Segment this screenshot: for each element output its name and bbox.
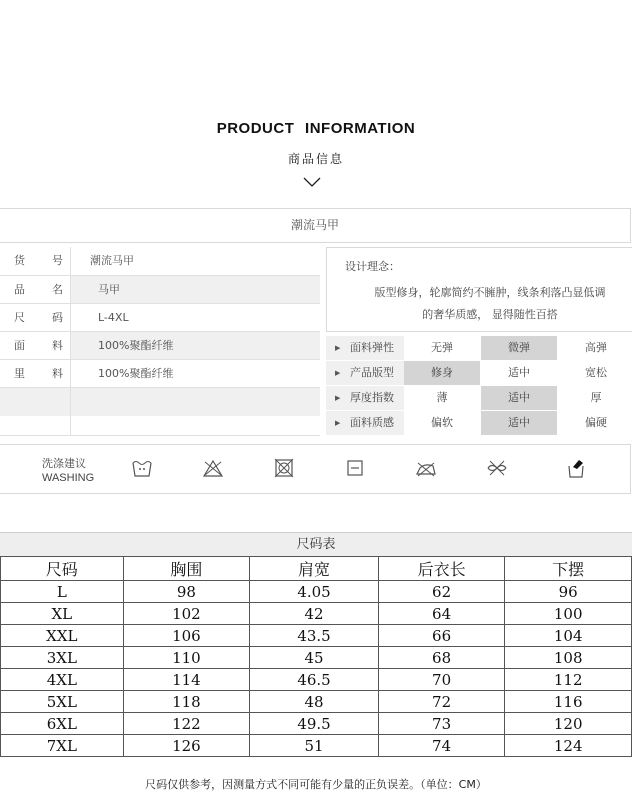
table-cell: 43.5 [250,625,379,647]
attribute-option: 偏硬 [585,416,607,429]
table-cell: 118 [123,691,250,713]
divider [0,387,320,388]
table-cell: 112 [505,669,632,691]
info-row [0,276,320,304]
table-cell: 7XL [1,735,124,757]
table-cell: 4.05 [250,581,379,603]
table-cell: 45 [250,647,379,669]
table-cell: 96 [505,581,632,603]
divider [0,435,320,436]
attribute-label-text: 产品版型 [350,366,394,379]
table-cell: 110 [123,647,250,669]
table-cell: 68 [378,647,505,669]
attribute-label [326,336,404,360]
concept-text: 的奢华质感， 显得随性百搭 [422,308,558,321]
table-cell: 49.5 [250,713,379,735]
info-row [0,304,320,332]
attribute-label-text: 面料弹性 [350,341,394,354]
column-header: 后衣长 [378,557,505,581]
table-cell: 6XL [1,713,124,735]
table-cell: XL [1,603,124,625]
attribute-option: 薄 [436,391,448,404]
table-row [1,713,632,735]
table-cell: 73 [378,713,505,735]
table-row [1,625,632,647]
info-value: 潮流马甲 [90,254,134,267]
wring-icon [565,457,587,479]
table-row [1,735,632,757]
attribute-label [326,361,404,385]
table-cell: 126 [123,735,250,757]
table-row [1,603,632,625]
info-row [0,247,320,275]
info-value: 马甲 [70,276,320,304]
table-cell: 104 [505,625,632,647]
info-key: 货 [14,254,25,267]
column-header: 肩宽 [250,557,379,581]
table-cell: 74 [378,735,505,757]
info-key: 料 [52,339,63,352]
title-cn: 商品信息 [287,152,344,166]
triangle-right-icon: ▶ [335,394,341,402]
table-header-row [1,557,632,581]
chevron-down-icon [303,176,321,188]
no-tumble-dry-icon [273,457,295,479]
table-cell: 116 [505,691,632,713]
table-row [1,581,632,603]
column-header: 下摆 [505,557,632,581]
table-cell: 66 [378,625,505,647]
info-row-empty [0,388,320,416]
table-cell: L [1,581,124,603]
attribute-option-selected: 微弹 [481,336,557,360]
attribute-label-text: 面料质感 [350,416,394,429]
iron-icon [415,457,437,479]
table-row [1,669,632,691]
table-row [1,691,632,713]
table-cell: 62 [378,581,505,603]
table-cell: 102 [123,603,250,625]
info-key: 面 [14,339,25,352]
table-cell: 120 [505,713,632,735]
title-en: PRODUCT INFORMATION [216,120,416,137]
table-cell: 3XL [1,647,124,669]
table-cell: 48 [250,691,379,713]
table-cell: 122 [123,713,250,735]
attribute-option: 适中 [508,366,530,379]
table-cell: 42 [250,603,379,625]
table-cell: 51 [250,735,379,757]
info-row [0,332,320,360]
no-dry-clean-icon [486,457,508,479]
washing-label-cn: 洗涤建议 [42,457,86,470]
info-key: 料 [52,367,63,380]
triangle-right-icon: ▶ [335,369,341,377]
triangle-right-icon: ▶ [335,419,341,427]
column-header: 胸围 [123,557,250,581]
info-value: 100%聚酯纤维 [70,332,320,360]
info-key: 码 [52,311,63,324]
table-cell: 64 [378,603,505,625]
no-bleach-icon [202,457,224,479]
line-dry-icon [344,457,366,479]
hand-wash-icon [131,457,153,479]
attribute-row [326,411,632,436]
column-header: 尺码 [1,557,124,581]
info-key: 号 [52,254,63,267]
attribute-row [326,336,632,361]
size-note: 尺码仅供参考，因测量方式不同可能有少量的正负误差。（单位：CM） [145,778,487,791]
info-row [0,360,320,388]
attribute-option: 偏软 [431,416,453,429]
size-table [0,556,632,757]
divider [0,275,320,276]
table-row [1,647,632,669]
divider [70,247,71,435]
table-cell: 98 [123,581,250,603]
info-key: 名 [52,283,63,296]
attribute-label-text: 厚度指数 [350,391,394,404]
attribute-option-selected: 适中 [481,411,557,435]
info-key: 里 [14,367,25,380]
table-cell: XXL [1,625,124,647]
divider [0,359,320,360]
attribute-row [326,386,632,411]
table-cell: 106 [123,625,250,647]
attribute-option: 宽松 [585,366,607,379]
design-concept-box [326,247,632,332]
size-chart-title: 尺码表 [0,532,632,557]
info-key: 品 [14,283,25,296]
concept-text: 版型修身，轮廓简约不臃肿，线条利落凸显低调 [374,286,606,299]
table-cell: 4XL [1,669,124,691]
attribute-option: 厚 [590,391,602,404]
table-cell: 124 [505,735,632,757]
divider [0,303,320,304]
washing-label-en: WASHING [42,472,95,484]
info-key: 尺 [14,311,25,324]
washing-box [0,444,631,494]
attribute-option-selected: 适中 [481,386,557,410]
table-cell: 5XL [1,691,124,713]
attribute-option: 高弹 [585,341,607,354]
table-cell: 100 [505,603,632,625]
info-value: L-4XL [98,311,129,324]
table-cell: 72 [378,691,505,713]
attribute-row [326,361,632,386]
table-cell: 70 [378,669,505,691]
attribute-label [326,411,404,435]
table-cell: 108 [505,647,632,669]
triangle-right-icon: ▶ [335,344,341,352]
attribute-label [326,386,404,410]
concept-title: 设计理念： [345,260,400,273]
product-name-bar: 潮流马甲 [0,208,631,243]
info-value: 100%聚酯纤维 [98,367,174,380]
table-cell: 114 [123,669,250,691]
table-cell: 46.5 [250,669,379,691]
divider [0,331,320,332]
attribute-option-selected: 修身 [404,361,480,385]
attribute-option: 无弹 [431,341,453,354]
